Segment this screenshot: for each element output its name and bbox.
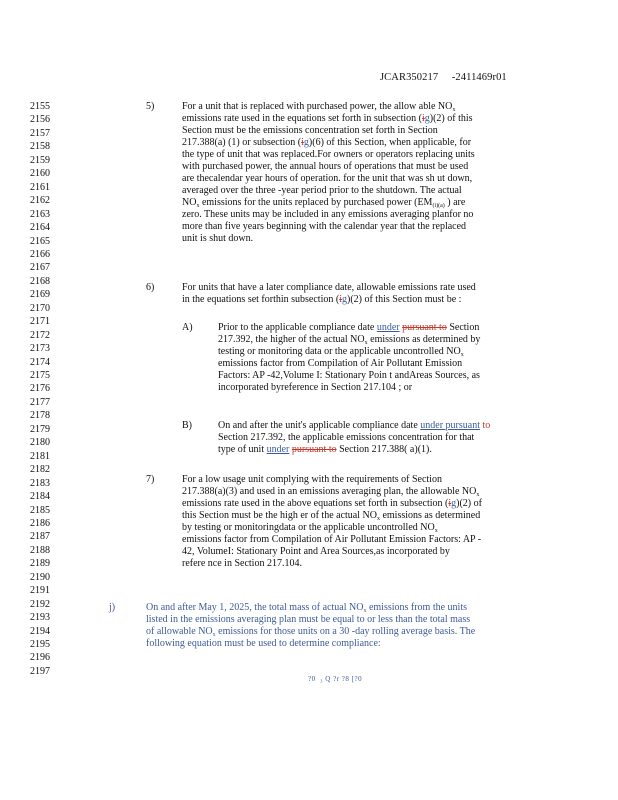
item-5-line: unit is shut down. bbox=[182, 233, 254, 244]
line-number: 2195 bbox=[30, 639, 50, 650]
item-5-line: averaged over the three -year period prior to the shutdown. The actual bbox=[182, 185, 462, 196]
page-header bbox=[380, 72, 507, 83]
line-number: 2179 bbox=[30, 423, 50, 435]
item-a-line: Factors: AP -42,Volume I: Stationary Poin t andAreas Sources, as bbox=[218, 370, 480, 381]
item-b-line: On and after the unit's applicable compliance date under pursuant to bbox=[218, 420, 491, 431]
line-number: 2155 bbox=[30, 101, 50, 112]
line-number: 2160 bbox=[30, 168, 50, 180]
item-5-line: with purchased power, the annual hours of operations that must be used bbox=[182, 161, 469, 172]
line-number: 2183 bbox=[30, 477, 50, 489]
item-a-line: emissions factor from Compilation of Air Pollutant Emission bbox=[218, 358, 463, 369]
item-6-label: 6) bbox=[146, 282, 155, 293]
item-j-label: j) bbox=[109, 602, 116, 613]
item-j-line: listed in the emissions averaging plan must be equal to or less than the total mass bbox=[146, 614, 471, 625]
line-number: 2182 bbox=[30, 464, 50, 476]
line-number: 2172 bbox=[30, 329, 50, 341]
item-5-line: Section must be the emissions concentration set forth in Section bbox=[182, 125, 438, 136]
revision-id: -2411469r01 bbox=[451, 72, 507, 83]
item-a-line: incorporated byreference in Section 217.104 ; or bbox=[218, 382, 413, 393]
line-number: 2176 bbox=[30, 383, 50, 395]
line-number: 2196 bbox=[30, 652, 50, 664]
item-5-line: emissions rate used in the equations set forth in subsection (ig)(2) of this bbox=[182, 113, 473, 124]
item-6-line: in the equations set forthin subsection (ig)(2) of this Section must be : bbox=[182, 294, 462, 305]
item-5-label: 5) bbox=[146, 101, 155, 112]
item-7-line: by testing or monitoringdata or the applicable uncontrolled $NO_x$ bbox=[182, 522, 438, 534]
item-7-line: refere nce in Section 217.104. bbox=[182, 558, 302, 569]
item-b-line: type of unit under pursuant to Section 217.388( a)(1). bbox=[218, 444, 432, 455]
item-a-label: A) bbox=[182, 322, 193, 333]
line-number: 2174 bbox=[30, 356, 50, 368]
line-number: 2197 bbox=[30, 665, 50, 677]
line-number: 2192 bbox=[30, 598, 50, 610]
item-7-line: emissions rate used in the above equations set forth in subsection (ig)(2) of bbox=[182, 498, 482, 509]
line-number: 2189 bbox=[30, 558, 50, 570]
line-number: 2181 bbox=[30, 450, 50, 462]
item-b-label: B) bbox=[182, 420, 192, 431]
line-number: 2164 bbox=[30, 222, 50, 234]
item-5-line: are thecalendar year hours of operation. for the unit that was sh ut down, bbox=[182, 173, 473, 184]
item-a-line: Prior to the applicable compliance date under pursuant to Section bbox=[218, 322, 480, 333]
item-5-line: zero. These units may be included in any emissions averaging planfor no bbox=[182, 209, 474, 220]
document-id: JCAR350217 bbox=[380, 72, 439, 83]
item-j-line: of allowable $NO_x$ emissions for those units on a 30 -day rolling average basis. The bbox=[146, 626, 476, 638]
line-number: 2180 bbox=[30, 437, 50, 449]
item-6-line: For units that have a later compliance date, allowable emissions rate used bbox=[182, 282, 476, 293]
line-number: 2166 bbox=[30, 248, 50, 260]
item-7-line: this Section must be the high er of the actual $NO_x$ emissions as determined bbox=[182, 510, 481, 522]
item-j-line: following equation must be used to determine compliance: bbox=[146, 638, 381, 649]
line-number: 2163 bbox=[30, 208, 50, 220]
line-number: 2185 bbox=[30, 504, 50, 516]
line-number: 2168 bbox=[30, 275, 50, 287]
line-number: 2156 bbox=[30, 114, 50, 126]
item-7-line: emissions factor from Compilation of Air Pollutant Emission Factors: AP - bbox=[182, 534, 482, 545]
item-a-line: testing or monitoring data or the applicable uncontrolled $NO_x$ bbox=[218, 346, 464, 358]
line-number: 2169 bbox=[30, 289, 50, 301]
line-number: 2175 bbox=[30, 370, 50, 381]
item-7-line: For a low usage unit complying with the requirements of Section bbox=[182, 474, 442, 485]
item-b-line: Section 217.392, the applicable emissions concentration for that bbox=[218, 432, 475, 443]
line-number: 2165 bbox=[30, 235, 50, 247]
line-number: 2184 bbox=[30, 491, 50, 503]
line-number: 2158 bbox=[30, 141, 50, 153]
line-number: 2167 bbox=[30, 262, 50, 274]
item-7-label: 7) bbox=[146, 474, 155, 485]
item-5-line: more than five years beginning with the calendar year that the replaced bbox=[182, 221, 467, 232]
line-number: 2159 bbox=[30, 154, 50, 166]
item-7-line: 217.388(a)(3) and used in an emissions averaging plan, the allowable $NO_x$ bbox=[182, 486, 480, 498]
line-number: 2190 bbox=[30, 571, 50, 583]
line-number: 2170 bbox=[30, 302, 50, 314]
line-number: 2178 bbox=[30, 410, 50, 422]
item-7-line: 42, VolumeI: Stationary Point and Area Sources,as incorporated by bbox=[182, 546, 450, 557]
item-j-line: On and after May 1, 2025, the total mass of actual $NO_x$ emissions from the units bbox=[146, 602, 468, 614]
item-5-line: $NO_x$ emissions for the units replaced by purchased power ($EM_{(i)(a)}$ ) are bbox=[182, 197, 466, 209]
line-number: 2191 bbox=[30, 585, 50, 597]
line-number: 2162 bbox=[30, 195, 50, 207]
line-number: 2173 bbox=[30, 343, 50, 355]
line-number: 2187 bbox=[30, 531, 50, 543]
item-5-line: For a unit that is replaced with purchased power, the allow able $NO_x$ bbox=[182, 101, 456, 113]
item-5-line: 217.388(a) (1) or subsection (ig)(6) of this Section, when applicable, for bbox=[182, 137, 472, 148]
item-5-line: the type of unit that was replaced.For owners or operators replacing units bbox=[182, 149, 475, 160]
line-number: 2188 bbox=[30, 544, 50, 556]
line-number: 2171 bbox=[30, 316, 50, 328]
line-number: 2161 bbox=[30, 181, 50, 193]
line-number: 2157 bbox=[30, 127, 50, 139]
item-a-line: 217.392, the higher of the actual $NO_x$ emissions as determined by bbox=[218, 334, 481, 346]
compliance-equation: ?0 ⁢ ⁥₃ Q ?r ?8 [?0 ⁢⁢⁢ bbox=[308, 675, 365, 683]
line-number: 2177 bbox=[30, 396, 50, 408]
line-number: 2193 bbox=[30, 612, 50, 624]
line-number: 2194 bbox=[30, 625, 50, 637]
line-number: 2186 bbox=[30, 517, 50, 529]
